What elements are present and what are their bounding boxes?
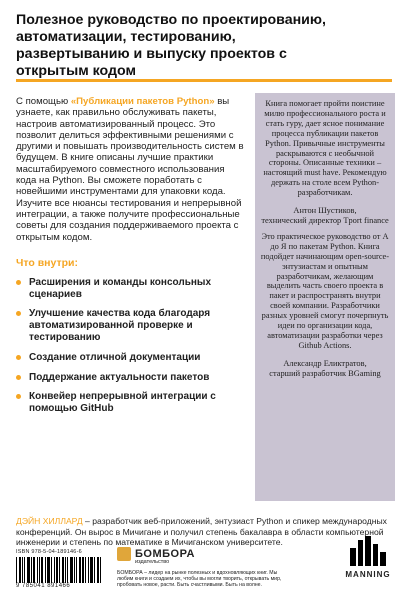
book-title: «Публикации пакетов Python» — [70, 96, 215, 107]
publisher-name: БОМБОРА — [135, 548, 195, 560]
manning-name: MANNING — [345, 570, 391, 579]
isbn-text: ISBN 978-5-04-189146-6 — [16, 549, 82, 555]
publisher-logo — [117, 547, 195, 565]
cover-headline: Полезное руководство по проектированию, автоматизации, тестированию, развертыванию и выпуску проектов с открытым кодом — [16, 12, 326, 79]
review-quote: Это практическое руководство от А до Я по пакетам Python. Книга подойдет начинающим open-source-энтузиастам и опытным разработчикам, желающим выделить часть своего проекта в пакет и распространять внутри своей компании. Разработчики разных уровней смогут почерпнуть идеи по организации кода, автоматизации разработки через Github Actions. — [260, 231, 390, 350]
author-name: ДЭЙН ХИЛЛАРД — [16, 516, 83, 526]
list-item: Поддержание актуальности пакетов — [16, 372, 246, 384]
manning-logo-icon — [350, 536, 386, 566]
intro-text — [16, 96, 246, 243]
review-1 — [255, 93, 395, 226]
reviews-panel — [255, 93, 395, 501]
barcode-block — [16, 549, 104, 589]
review-author: Александр Еликтратов, старший разработчик BGaming — [269, 358, 381, 378]
list-item: Расширения и команды консольных сценариев — [16, 277, 246, 301]
author-bio — [16, 516, 392, 548]
barcode-number: 9 785041 891466 — [16, 583, 71, 589]
list-item: Конвейер непрерывной интеграции с помощью GitHub — [16, 391, 246, 415]
list-item: Улучшение качества кода благодаря автоматизированной проверке и тестированию — [16, 308, 246, 343]
bombora-logo-icon — [117, 547, 131, 561]
intro-body: вы узнаете, как правильно обслуживать пакеты, настроив автоматизированный процесс. Это позволит делиться эффективными решениями с другими и повышать производительность систем в будущем. В книге описаны лучшие практики масштабируемого совместного использования кода на Python. Вы сможете поработать с новейшими инструментами для упаковки кода. Изучите все нюансы тестирования и непрерывной интеграции, а также получите профессиональные советы для создания поддерживаемого проекта с открытым кодом. — [16, 96, 244, 243]
what-inside-title: Что внутри: — [16, 256, 78, 269]
publisher-blurb: БОМБОРА – лидер на рынке полезных и вдохновляющих книг. Мы любим книги и создаем их, чтобы вы могли творить, открывать мир, пробовать новое, расти. Быть счастливыми. Быть на волне. — [117, 570, 282, 588]
review-quote: Книга помогает пройти поистине милю профессионального роста и стать гуру, дает ясное понимание процесса публикации пакетов Python. Привычные инструменты раскрываются с необычной стороны. Описанные техники – настоящий must have. Рекомендую держать на столе всем Python-разработчикам. — [263, 99, 387, 198]
accent-divider — [16, 79, 392, 82]
barcode-icon — [16, 557, 104, 583]
left-column — [16, 96, 246, 423]
review-author: Антон Шустиков, технический директор Tport finance — [261, 206, 389, 225]
manning-logo — [342, 536, 394, 579]
intro-prefix: С помощью — [16, 96, 71, 107]
review-2 — [255, 226, 395, 379]
publisher-sub: издательство — [135, 559, 170, 565]
list-item: Создание отличной документации — [16, 352, 246, 364]
what-inside-list — [16, 277, 246, 415]
bio-text: – разработчик веб-приложений, энтузиаст Python и спикер международных конференций. Он вырос в Мичигане и получил степень бакалавра в области компьютерной инженерии и степень по математике в Мичиганском университете. — [16, 516, 387, 547]
